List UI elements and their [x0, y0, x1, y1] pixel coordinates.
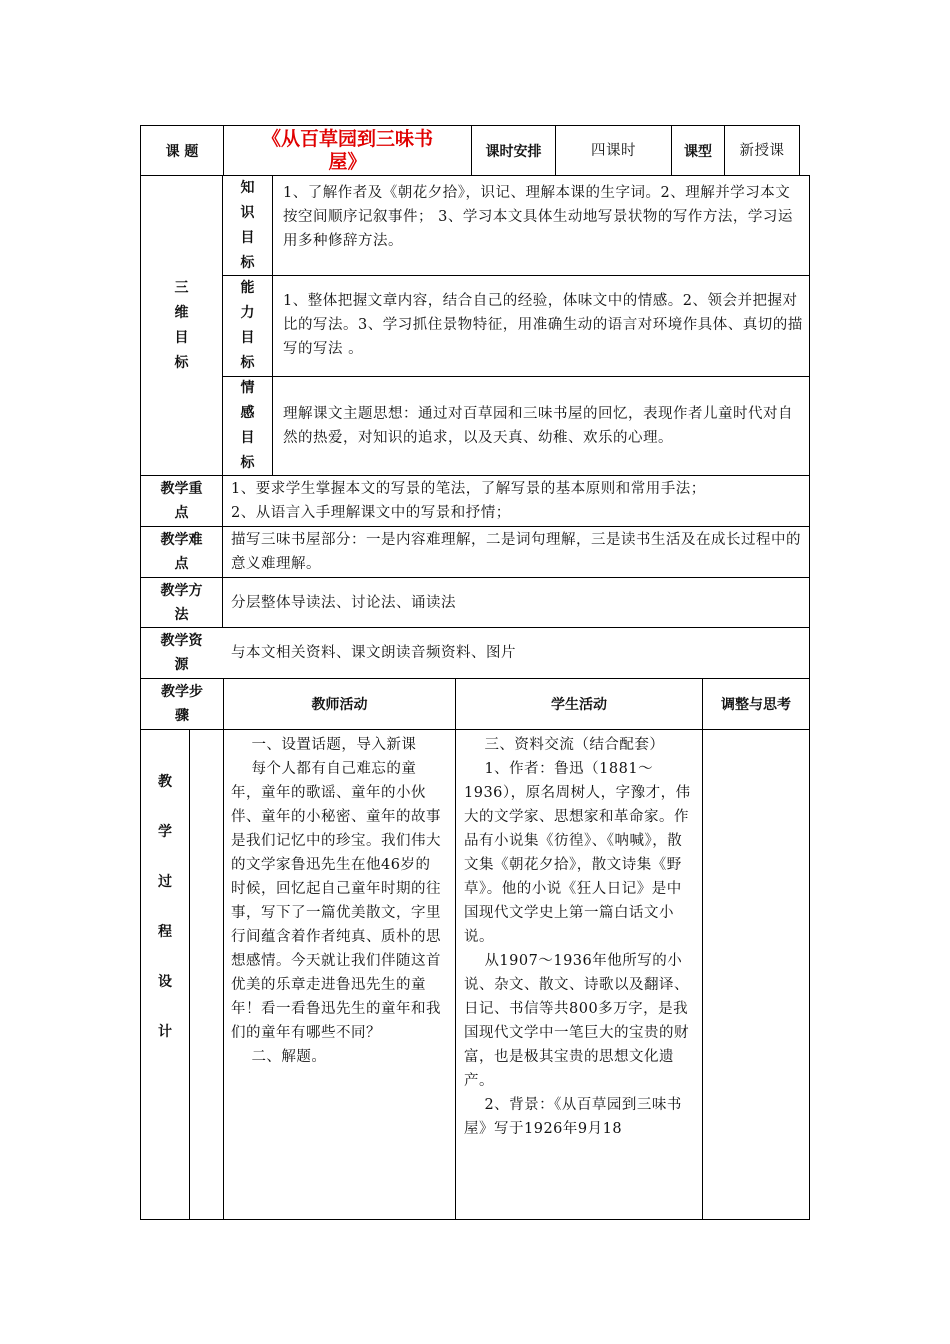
reflection-header: 调整与思考 [721, 697, 791, 713]
key-points-label [141, 476, 222, 526]
methods-label-text: 教学方法 [160, 582, 203, 623]
lesson-title [224, 126, 471, 175]
ability-label [223, 276, 272, 376]
ability-text: 1、整体把握文章内容，结合自己的经验，体味文中的情感。2、领会并把握对比的写法。3、学习抓住景物特征，用准确生动的语言对环境作具体、真切的描写的写法 。 [283, 293, 803, 357]
knowledge-text: 1、了解作者及《朝花夕拾》，识记、理解本课的生字词。2、理解并学习本文按空间顺序记叙事件； 3、学习本文具体生动地写景状物的写作方法，学习运用多种修辞方法。 [283, 185, 793, 249]
difficulty-label [141, 527, 222, 577]
difficulty-text: 描写三味书屋部分：一是内容难理解，二是词句理解，三是读书生活及在成长过程中的意义难理解。 [231, 532, 801, 572]
steps-label [141, 679, 223, 729]
type-value: 新授课 [739, 142, 785, 159]
schedule-label: 课时安排 [485, 143, 542, 160]
key-points-line2: 2、从语言入手理解课文中的写景和抒情； [231, 505, 511, 521]
teacher-activity-header: 教师活动 [311, 697, 368, 713]
topic-label: 课 题 [165, 143, 199, 160]
process-label-text: 教 学 过 程 设 计 [158, 774, 172, 1040]
ability-label-text: 能 力 目 标 [240, 280, 255, 371]
student-activity-header: 学生活动 [551, 697, 607, 713]
knowledge-label-text: 知 识 目 标 [240, 179, 255, 271]
key-points-line1: 1、要求学生掌握本文的写景的笔法，了解写景的基本原则和常用手法； [231, 481, 706, 497]
emotion-label [223, 377, 272, 475]
student-activity-text: 三、资料交流（结合配套） 1、作者：鲁迅（1881～1936），原名周树人，字豫才，伟大的文学家、思想家和革命家。作品有小说集《彷徨》、《呐喊》，散文集《朝花夕拾》，散文诗集《野草》。他的小说《狂人日记》是中国现代文学史上第一篇白话文小说。 从1907～1936年他所写的小说、杂文、散文、诗歌以及翻译、日记、书信等共800多万字，是我国现代文学中一笔巨大的宝贵的财富，也是极其宝贵的思想文化遗产。 2、背景：《从百草园到三味书屋》写于1926年9月18 [464, 737, 691, 1137]
lesson-title-text: 《从百草园到三味书屋》 [261, 127, 433, 173]
knowledge-label [223, 176, 272, 275]
resources-text: 与本文相关资料、课文朗读音频资料、图片 [231, 645, 516, 661]
schedule-value: 四课时 [591, 142, 636, 159]
objectives-label-text: 三 维 目 标 [174, 279, 189, 371]
emotion-label-text: 情 感 目 标 [240, 380, 255, 471]
type-label: 课型 [684, 143, 712, 160]
key-points-label-text: 教学重点 [160, 481, 203, 521]
methods-label [141, 578, 222, 627]
teacher-activity-text: 一、设置话题，导入新课 每个人都有自己难忘的童年，童年的歌谣、童年的小伙伴、童年的小秘密、童年的故事是我们记忆中的珍宝。我们伟大的文学家鲁迅先生在他46岁的时候，回忆起自己童年时期的往事，写下了一篇优美散文，字里行间蕴含着作者纯真、质朴的思想感情。今天就让我们伴随这首优美的乐章走进鲁迅先生的童年！看一看鲁迅先生的童年和我们的童年有哪些不同？ 二、解题。 [231, 737, 441, 1065]
reflection-cell[interactable] [703, 730, 809, 1219]
steps-label-text: 教学步骤 [161, 684, 203, 724]
methods-text: 分层整体导读法、讨论法、诵读法 [231, 594, 456, 611]
process-label [141, 770, 189, 1070]
objectives-label [141, 176, 222, 475]
resources-label-text: 教学资源 [160, 633, 203, 673]
resources-label [141, 628, 222, 678]
difficulty-label-text: 教学难点 [160, 532, 203, 572]
emotion-text: 理解课文主题思想：通过对百草园和三味书屋的回忆，表现作者儿童时代对自然的热爱，对知识的追求，以及天真、幼稚、欢乐的心理。 [283, 406, 793, 446]
